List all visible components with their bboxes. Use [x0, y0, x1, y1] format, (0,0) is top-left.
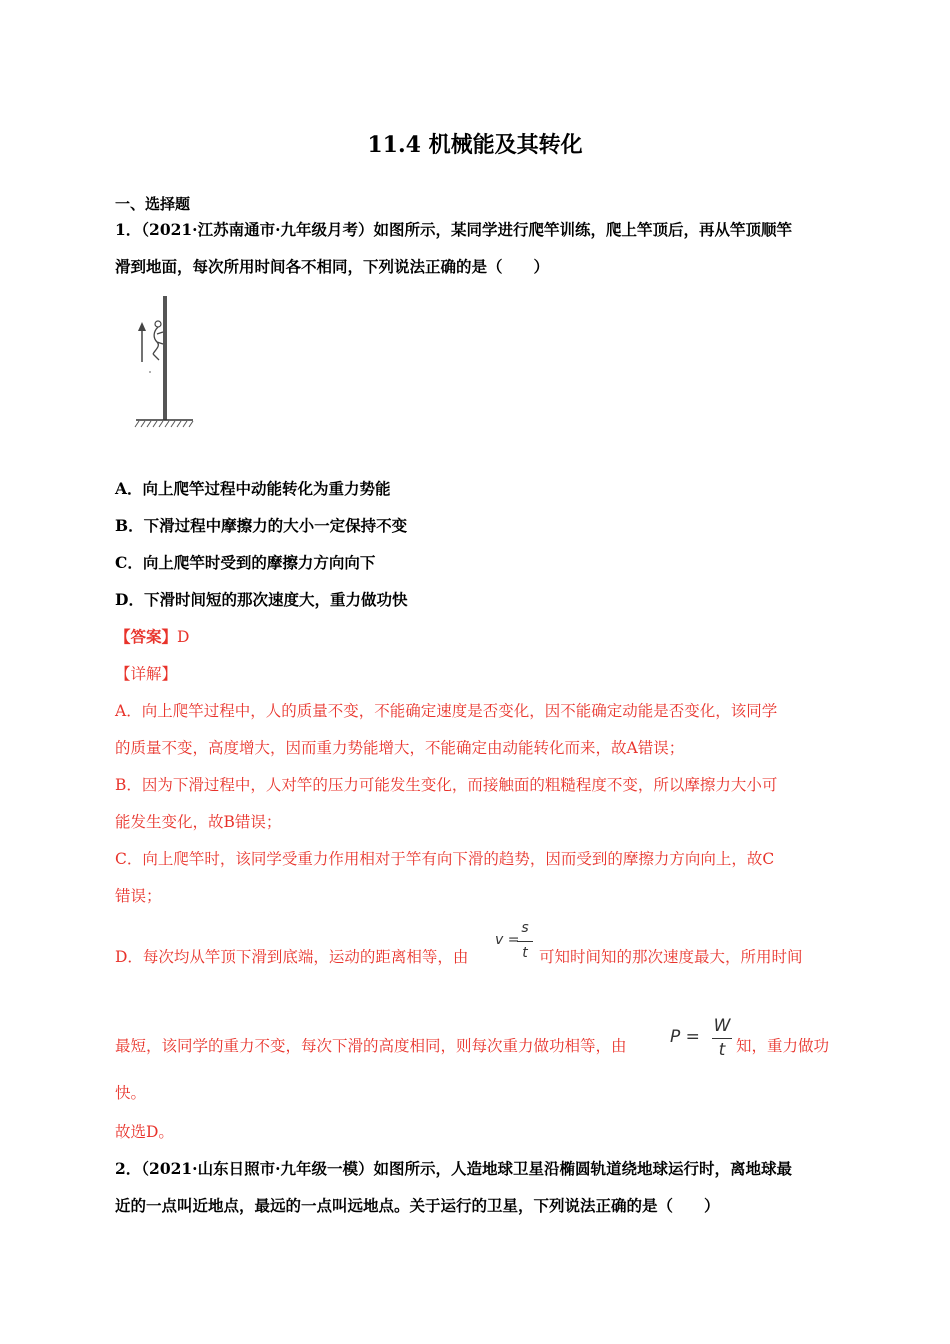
detail-line-6: 错误； — [115, 887, 162, 905]
power-formula-denominator: t — [718, 1040, 726, 1060]
detail-d-line-1b: 可知时间知的那次速度最大，所用时间 — [539, 948, 803, 966]
option-d: D．下滑时间短的那次速度大，重力做功快 — [115, 590, 408, 609]
detail-line-5: C．向上爬竿时，该同学受重力作用相对于竿有向下滑的趋势，因而受到的摩擦力方向向上，故C — [115, 850, 775, 868]
detail-line-4: 能发生变化，故B错误； — [115, 813, 282, 831]
detail-line-3: B．因为下滑过程中，人对竿的压力可能发生变化，而接触面的粗糙程度不变，所以摩擦力大小可 — [115, 776, 778, 794]
page-title: 11.4 机械能及其转化 — [367, 132, 583, 158]
question-1-line-1: 1．（2021·江苏南通市·九年级月考）如图所示，某同学进行爬竿训练，爬上竿顶后，再从竿顶顺竿 — [115, 220, 792, 239]
detail-d-line-3: 快。 — [115, 1084, 147, 1102]
detail-d-line-2a: 最短，该同学的重力不变，每次下滑的高度相同，则每次重力做功相等，由 — [115, 1037, 627, 1055]
answer-value: D — [177, 628, 190, 646]
option-b: B．下滑过程中摩擦力的大小一定保持不变 — [115, 516, 408, 535]
answer-line — [115, 625, 189, 647]
question-2-line-2: 近的一点叫近地点，最远的一点叫远地点。关于运行的卫星，下列说法正确的是（ ） — [115, 1196, 720, 1215]
velocity-formula-lhs: v = — [495, 932, 520, 948]
power-formula — [670, 1016, 736, 1064]
pole-climbing-figure — [133, 292, 195, 432]
detail-line-2: 的质量不变，高度增大，因而重力势能增大，不能确定由动能转化而来，故A错误； — [115, 739, 685, 757]
conclusion: 故选D。 — [115, 1123, 174, 1141]
question-2-line-1: 2．（2021·山东日照市·九年级一模）如图所示，人造地球卫星沿椭圆轨道绕地球运行时，离地球最 — [115, 1159, 792, 1178]
detail-label: 【详解】 — [115, 665, 178, 683]
detail-d-line-2b: 知，重力做功 — [736, 1037, 830, 1055]
option-a: A．向上爬竿过程中动能转化为重力势能 — [115, 479, 391, 498]
velocity-formula — [495, 920, 541, 968]
answer-label: 【答案】 — [115, 627, 178, 646]
option-c: C．向上爬竿时受到的摩擦力方向向下 — [115, 553, 376, 572]
power-formula-lhs: P = — [670, 1027, 700, 1047]
detail-line-1: A．向上爬竿过程中，人的质量不变，不能确定速度是否变化，因不能确定动能是否变化，该同学 — [115, 702, 778, 720]
section-heading: 一、选择题 — [115, 195, 191, 213]
detail-d-line-1a: D．每次均从竿顶下滑到底端，运动的距离相等，由 — [115, 948, 469, 966]
velocity-formula-numerator: s — [521, 920, 529, 936]
power-formula-numerator: W — [713, 1016, 731, 1036]
question-1-line-2: 滑到地面，每次所用时间各不相同，下列说法正确的是（ ） — [115, 257, 550, 276]
velocity-formula-denominator: t — [522, 945, 528, 961]
